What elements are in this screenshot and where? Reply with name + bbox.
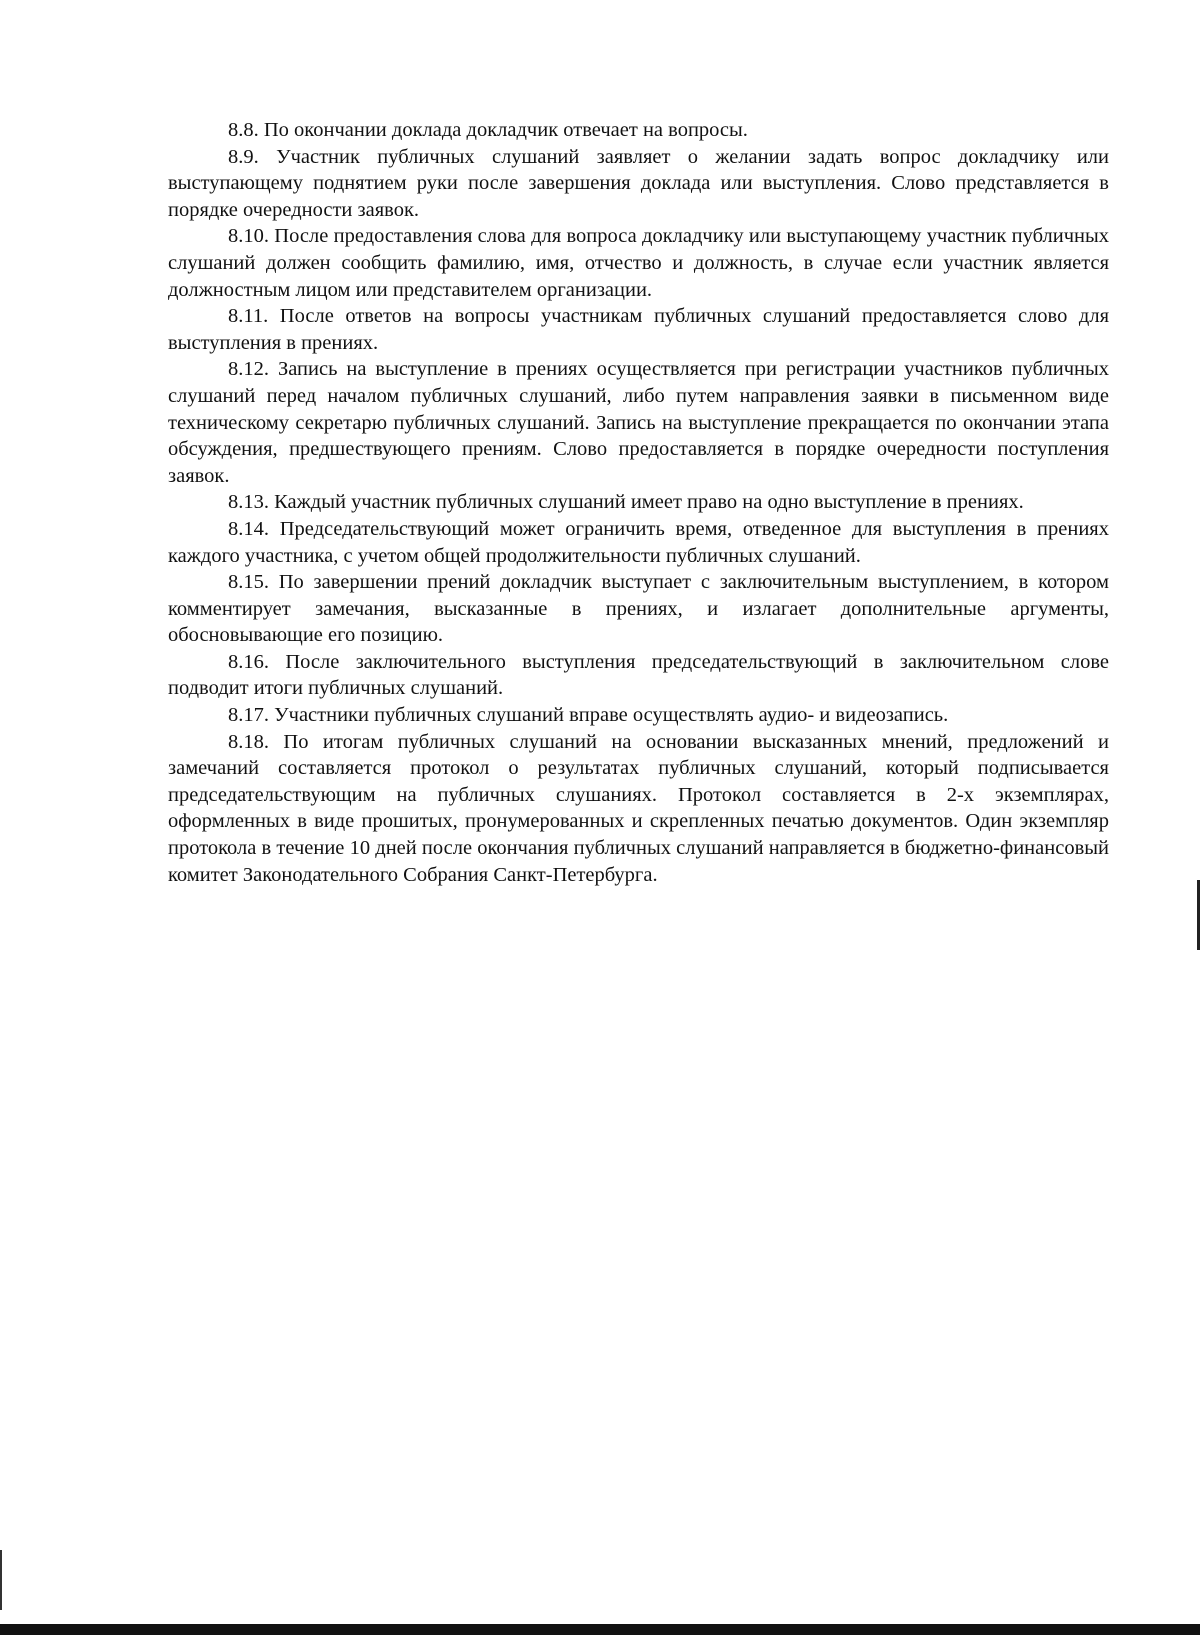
paragraph-8-10: 8.10. После предоставления слова для вопроса докладчику или выступающему участник публичных слушаний должен сообщить фамилию, имя, отчество и должность, в случае если участник является должностным лицом или представителем организации. [168,225,1109,301]
paragraph-8-18: 8.18. По итогам публичных слушаний на основании высказанных мнений, предложений и замечаний составляется протокол о результатах публичных слушаний, который подписывается председательствующим на публичных слушаниях. Протокол составляется в 2-х экземплярах, оформленных в виде прошитых, пронумерованных и скрепленных печатью документов. Один экземпляр протокола в течение 10 дней после окончания публичных слушаний направляется в бюджетно-финансовый комитет Законодательного Собрания Санкт-Петербурга. [168,730,1109,886]
paragraph-8-14: 8.14. Председательствующий может ограничить время, отведенное для выступления в прениях каждого участника, с учетом общей продолжительности публичных слушаний. [168,517,1109,567]
paragraph-8-11: 8.11. После ответов на вопросы участникам публичных слушаний предоставляется слово для выступления в прениях. [168,305,1109,354]
paragraph-8-17: 8.17. Участники публичных слушаний вправе осуществлять аудио- и видеозапись. [228,704,949,727]
paragraph-8-9: 8.9. Участник публичных слушаний заявляет о желании задать вопрос докладчику или выступающему поднятием руки после завершения доклада или выступления. Слово представляется в порядке очередности заявок. [168,145,1109,221]
scan-border-bottom [0,1624,1200,1635]
document-body [168,117,1109,888]
paragraph-8-13: 8.13. Каждый участник публичных слушаний имеет право на одно выступление в прениях. [228,491,1024,514]
scan-edge-mark [0,1550,2,1610]
paragraph-8-16: 8.16. После заключительного выступления председательствующий в заключительном слове подводит итоги публичных слушаний. [168,650,1109,700]
paragraph-8-8: 8.8. По окончании доклада докладчик отвечает на вопросы. [228,119,748,141]
paragraph-8-15: 8.15. По завершении прений докладчик выступает с заключительным выступлением, в котором комментирует замечания, высказанные в прениях, и излагает дополнительные аргументы, обосновывающие его позицию. [168,571,1109,647]
paragraph-8-12: 8.12. Запись на выступление в прениях осуществляется при регистрации участников публичных слушаний перед началом публичных слушаний, либо путем направления заявки в письменном виде техническому секретарю публичных слушаний. Запись на выступление прекращается по окончании этапа обсуждения, предшествующего прениям. Слово предоставляется в порядке очередности поступления заявок. [168,358,1109,487]
